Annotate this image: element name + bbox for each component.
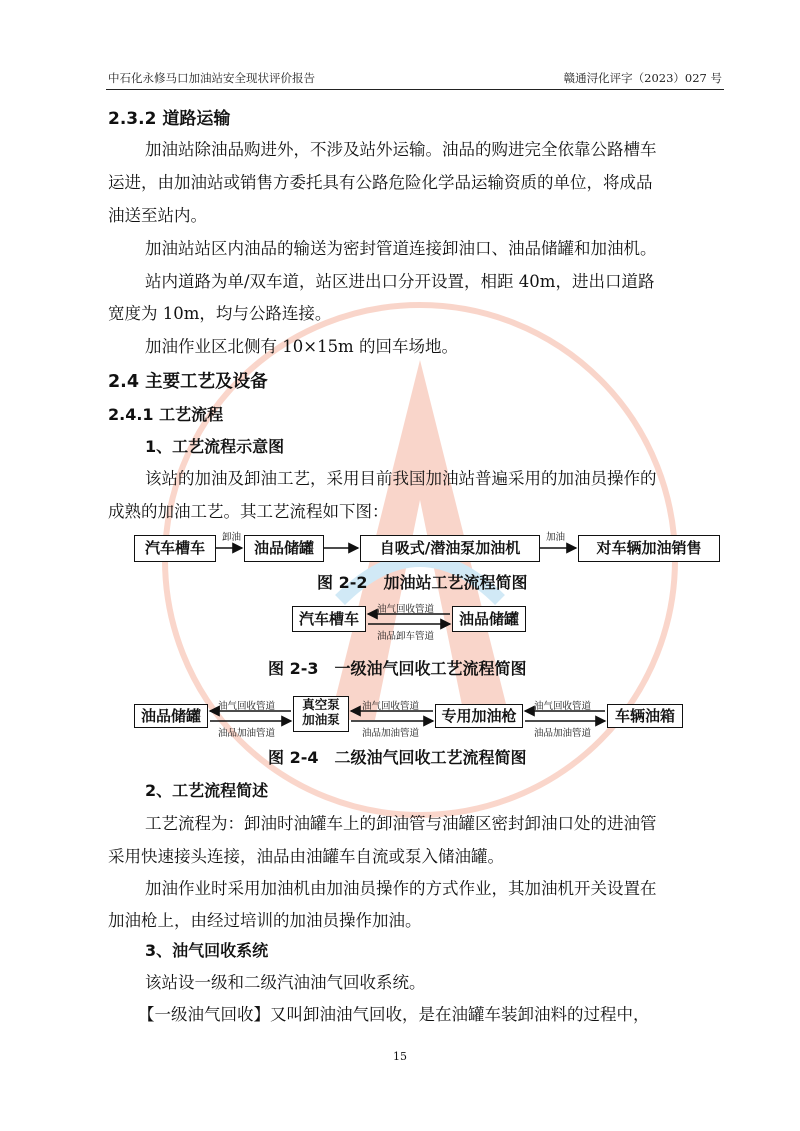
fig24-top-label-1: 油气回收管道 bbox=[218, 701, 276, 712]
header-divider bbox=[106, 89, 724, 90]
paragraph-line: 加油枪上，由经过培训的加油员操作加油。 bbox=[108, 911, 422, 930]
section-2-3-2-title: 2.3.2 道路运输 bbox=[108, 109, 231, 129]
fig22-arrow3-label: 加油 bbox=[546, 532, 566, 543]
fig24-box-storage-tank: 油品储罐 bbox=[134, 704, 208, 728]
fig24-box-nozzle: 专用加油枪 bbox=[435, 704, 523, 728]
page-number: 15 bbox=[393, 1050, 407, 1063]
paragraph-line: 该站的加油及卸油工艺，采用目前我国加油站普遍采用的加油员操作的 bbox=[145, 469, 657, 488]
fig24-pump-line2: 加油泵 bbox=[302, 711, 340, 727]
report-header-number: 赣通浔化评字（2023）027 号 bbox=[563, 71, 722, 85]
fig24-caption: 图 2-4 二级油气回收工艺流程简图 bbox=[268, 748, 527, 767]
paragraph-line: 加油站站区内油品的输送为密封管道连接卸油口、油品储罐和加油机。 bbox=[145, 239, 657, 258]
fig24-bottom-label-2: 油品加油管道 bbox=[362, 728, 420, 739]
fig22-box-dispenser: 自吸式/潜油泵加油机 bbox=[360, 535, 540, 562]
paragraph-line: 工艺流程为：卸油时油罐车上的卸油管与油罐区密封卸油口处的进油管 bbox=[145, 814, 657, 833]
fig24-top-label-2: 油气回收管道 bbox=[362, 701, 420, 712]
paragraph-line: 成熟的加油工艺。其工艺流程如下图： bbox=[108, 502, 389, 521]
paragraph-line: 站内道路为单/双车道，站区进出口分开设置，相距 40m，进出口道路 bbox=[145, 272, 655, 291]
fig22-arrow1-label: 卸油 bbox=[222, 532, 242, 543]
paragraph-line: 宽度为 10m，均与公路连接。 bbox=[108, 304, 332, 323]
paragraph-line: 该站设一级和二级汽油油气回收系统。 bbox=[145, 973, 426, 992]
fig24-box-vehicle-tank: 车辆油箱 bbox=[607, 704, 683, 728]
fig24-pump-line1: 真空泵 bbox=[302, 697, 340, 712]
fig24-top-label-3: 油气回收管道 bbox=[534, 701, 592, 712]
fig23-caption: 图 2-3 一级油气回收工艺流程简图 bbox=[268, 659, 527, 678]
paragraph-line: 运进，由加油站或销售方委托具有公路危险化学品运输资质的单位，将成品 bbox=[108, 173, 653, 192]
fig23-box-tanker: 汽车槽车 bbox=[292, 606, 366, 632]
fig23-top-label: 油气回收管道 bbox=[377, 604, 435, 615]
report-header-title: 中石化永修马口加油站安全现状评价报告 bbox=[108, 71, 315, 85]
subsection-3-title: 3、油气回收系统 bbox=[145, 941, 269, 960]
fig24-box-pump bbox=[293, 696, 349, 732]
fig24-bottom-label-3: 油品加油管道 bbox=[534, 728, 592, 739]
fig24-bottom-label-1: 油品加油管道 bbox=[218, 728, 276, 739]
paragraph-line: 加油站除油品购进外，不涉及站外运输。油品的购进完全依靠公路槽车 bbox=[145, 140, 657, 159]
fig23-box-storage-tank: 油品储罐 bbox=[452, 606, 526, 632]
paragraph-line: 采用快速接头连接，油品由油罐车自流或泵入储油罐。 bbox=[108, 847, 504, 866]
section-2-4-title: 2.4 主要工艺及设备 bbox=[108, 372, 268, 392]
fig22-caption: 图 2-2 加油站工艺流程简图 bbox=[317, 573, 528, 592]
paragraph-line: 【一级油气回收】又叫卸油油气回收，是在油罐车装卸油料的过程中， bbox=[138, 1005, 650, 1024]
subsection-2-title: 2、工艺流程简述 bbox=[145, 781, 269, 800]
paragraph-line: 油送至站内。 bbox=[108, 206, 207, 225]
subsection-1-title: 1、工艺流程示意图 bbox=[145, 437, 285, 456]
fig22-box-tanker: 汽车槽车 bbox=[134, 535, 216, 562]
fig22-box-storage-tank: 油品储罐 bbox=[244, 535, 324, 562]
paragraph-line: 加油作业区北侧有 10×15m 的回车场地。 bbox=[145, 337, 458, 356]
fig22-box-sales: 对车辆加油销售 bbox=[578, 535, 720, 562]
paragraph-line: 加油作业时采用加油机由加油员操作的方式作业，其加油机开关设置在 bbox=[145, 879, 657, 898]
fig23-bottom-label: 油品卸车管道 bbox=[377, 631, 435, 642]
section-2-4-1-title: 2.4.1 工艺流程 bbox=[108, 405, 224, 424]
